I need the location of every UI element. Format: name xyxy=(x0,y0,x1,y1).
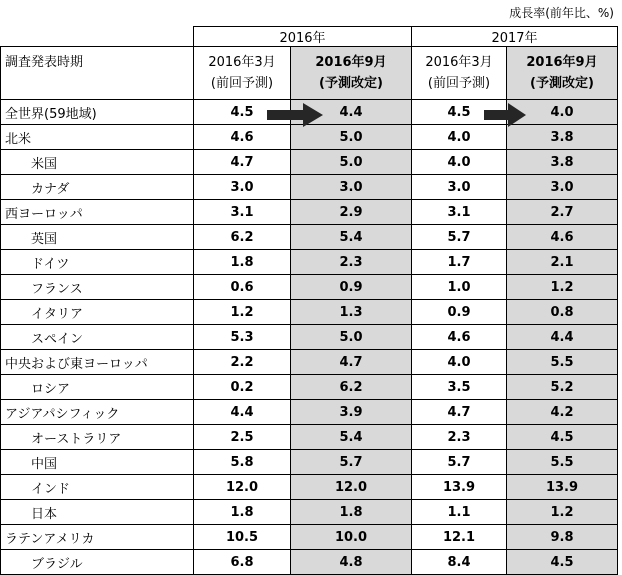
col-header-line1: 2016年9月 xyxy=(315,55,387,70)
arrow-right-icon xyxy=(484,103,526,127)
value-cell: 4.5 xyxy=(412,100,507,125)
value-cell: 4.7 xyxy=(291,350,412,375)
value-cell: 5.4 xyxy=(291,425,412,450)
value-cell: 4.8 xyxy=(291,550,412,575)
value-cell: 4.0 xyxy=(412,150,507,175)
value-cell: 12.1 xyxy=(412,525,507,550)
value-cell: 4.7 xyxy=(412,400,507,425)
col-header-line2: (予測改定) xyxy=(319,76,383,91)
value-cell: 4.2 xyxy=(507,400,618,425)
value-cell: 0.9 xyxy=(412,300,507,325)
region-label: フランス xyxy=(1,275,194,300)
value-cell: 4.5 xyxy=(507,425,618,450)
region-label: ブラジル xyxy=(1,550,194,575)
value-cell: 13.9 xyxy=(507,475,618,500)
value-cell: 3.5 xyxy=(412,375,507,400)
table-row xyxy=(1,475,618,500)
table-row xyxy=(1,200,618,225)
value-cell: 2.7 xyxy=(507,200,618,225)
value-cell: 3.0 xyxy=(412,175,507,200)
value-cell: 4.6 xyxy=(194,125,291,150)
year-2017-header: 2017年 xyxy=(412,27,618,47)
value-cell: 2.1 xyxy=(507,250,618,275)
value-cell: 5.7 xyxy=(291,450,412,475)
table-row xyxy=(1,375,618,400)
value-cell: 5.8 xyxy=(194,450,291,475)
table-row xyxy=(1,150,618,175)
value-cell: 3.8 xyxy=(507,150,618,175)
value-cell: 5.0 xyxy=(291,150,412,175)
corner-cell xyxy=(1,27,194,47)
survey-header-row xyxy=(1,47,618,100)
value-cell: 1.2 xyxy=(507,500,618,525)
region-label: ラテンアメリカ xyxy=(1,525,194,550)
region-label: 英国 xyxy=(1,225,194,250)
row-header-label: 調査発表時期 xyxy=(1,47,194,100)
table-row xyxy=(1,225,618,250)
value-cell: 6.8 xyxy=(194,550,291,575)
value-cell: 5.5 xyxy=(507,350,618,375)
value-cell: 3.0 xyxy=(507,175,618,200)
table-row xyxy=(1,350,618,375)
region-label: 日本 xyxy=(1,500,194,525)
value-cell: 5.5 xyxy=(507,450,618,475)
value-cell: 0.2 xyxy=(194,375,291,400)
value-cell: 2.3 xyxy=(291,250,412,275)
value-cell: 1.2 xyxy=(194,300,291,325)
value-cell: 5.3 xyxy=(194,325,291,350)
value-cell: 12.0 xyxy=(291,475,412,500)
col-header-line2: (予測改定) xyxy=(530,76,594,91)
value-cell: 9.8 xyxy=(507,525,618,550)
region-label: 米国 xyxy=(1,150,194,175)
value-cell: 10.0 xyxy=(291,525,412,550)
value-cell: 0.6 xyxy=(194,275,291,300)
unit-note: 成長率(前年比、%) xyxy=(509,6,614,20)
value-cell: 13.9 xyxy=(412,475,507,500)
year-2016-header: 2016年 xyxy=(194,27,412,47)
region-label: 全世界(59地域) xyxy=(1,100,194,125)
col-header-line1: 2016年3月 xyxy=(208,55,276,70)
table-row xyxy=(1,125,618,150)
value-cell: 1.3 xyxy=(291,300,412,325)
value-cell: 3.9 xyxy=(291,400,412,425)
table-row xyxy=(1,500,618,525)
table-row xyxy=(1,325,618,350)
value-cell: 3.1 xyxy=(412,200,507,225)
value-cell: 5.7 xyxy=(412,225,507,250)
value-cell: 1.1 xyxy=(412,500,507,525)
table-row xyxy=(1,300,618,325)
value-cell: 4.0 xyxy=(412,350,507,375)
col-header-2016-revised xyxy=(291,47,412,100)
value-cell: 0.8 xyxy=(507,300,618,325)
value-cell: 4.5 xyxy=(194,100,291,125)
col-header-line1: 2016年3月 xyxy=(425,55,493,70)
value-cell: 12.0 xyxy=(194,475,291,500)
table-row xyxy=(1,400,618,425)
value-cell: 4.0 xyxy=(507,100,618,125)
value-cell: 1.2 xyxy=(507,275,618,300)
value-cell: 5.0 xyxy=(291,125,412,150)
value-cell: 2.9 xyxy=(291,200,412,225)
table-row xyxy=(1,175,618,200)
region-label: ロシア xyxy=(1,375,194,400)
region-label: アジアパシフィック xyxy=(1,400,194,425)
region-label: カナダ xyxy=(1,175,194,200)
table-row xyxy=(1,525,618,550)
value-cell: 1.8 xyxy=(194,250,291,275)
value-cell: 10.5 xyxy=(194,525,291,550)
value-cell: 5.7 xyxy=(412,450,507,475)
col-header-2016-prev xyxy=(194,47,291,100)
value-cell: 6.2 xyxy=(291,375,412,400)
region-label: 中央および東ヨーロッパ xyxy=(1,350,194,375)
region-label: スペイン xyxy=(1,325,194,350)
value-cell: 0.9 xyxy=(291,275,412,300)
year-header-row xyxy=(1,27,618,47)
table-row xyxy=(1,425,618,450)
value-cell: 4.6 xyxy=(507,225,618,250)
value-cell: 2.3 xyxy=(412,425,507,450)
value-cell: 4.5 xyxy=(507,550,618,575)
table-row xyxy=(1,550,618,575)
value-cell: 3.0 xyxy=(194,175,291,200)
value-cell: 3.8 xyxy=(507,125,618,150)
value-cell: 4.4 xyxy=(291,100,412,125)
value-cell: 5.4 xyxy=(291,225,412,250)
table-row xyxy=(1,250,618,275)
value-cell: 2.2 xyxy=(194,350,291,375)
region-label: インド xyxy=(1,475,194,500)
value-cell: 6.2 xyxy=(194,225,291,250)
region-label: ドイツ xyxy=(1,250,194,275)
region-label: オーストラリア xyxy=(1,425,194,450)
value-cell: 5.0 xyxy=(291,325,412,350)
value-cell: 5.2 xyxy=(507,375,618,400)
value-cell: 4.0 xyxy=(412,125,507,150)
col-header-2017-prev xyxy=(412,47,507,100)
value-cell: 4.6 xyxy=(412,325,507,350)
region-label: イタリア xyxy=(1,300,194,325)
value-cell: 3.1 xyxy=(194,200,291,225)
value-cell: 3.0 xyxy=(291,175,412,200)
value-cell: 2.5 xyxy=(194,425,291,450)
region-label: 西ヨーロッパ xyxy=(1,200,194,225)
table-row xyxy=(1,275,618,300)
region-label: 北米 xyxy=(1,125,194,150)
col-header-line2: (前回予測) xyxy=(210,76,274,91)
value-cell: 1.8 xyxy=(194,500,291,525)
value-cell: 4.7 xyxy=(194,150,291,175)
table-row xyxy=(1,450,618,475)
arrow-right-icon xyxy=(267,103,323,127)
value-cell: 8.4 xyxy=(412,550,507,575)
col-header-2017-revised xyxy=(507,47,618,100)
value-cell: 1.7 xyxy=(412,250,507,275)
value-cell: 1.0 xyxy=(412,275,507,300)
region-label: 中国 xyxy=(1,450,194,475)
col-header-line1: 2016年9月 xyxy=(526,55,598,70)
value-cell: 4.4 xyxy=(194,400,291,425)
value-cell: 1.8 xyxy=(291,500,412,525)
value-cell: 4.4 xyxy=(507,325,618,350)
col-header-line2: (前回予測) xyxy=(427,76,491,91)
